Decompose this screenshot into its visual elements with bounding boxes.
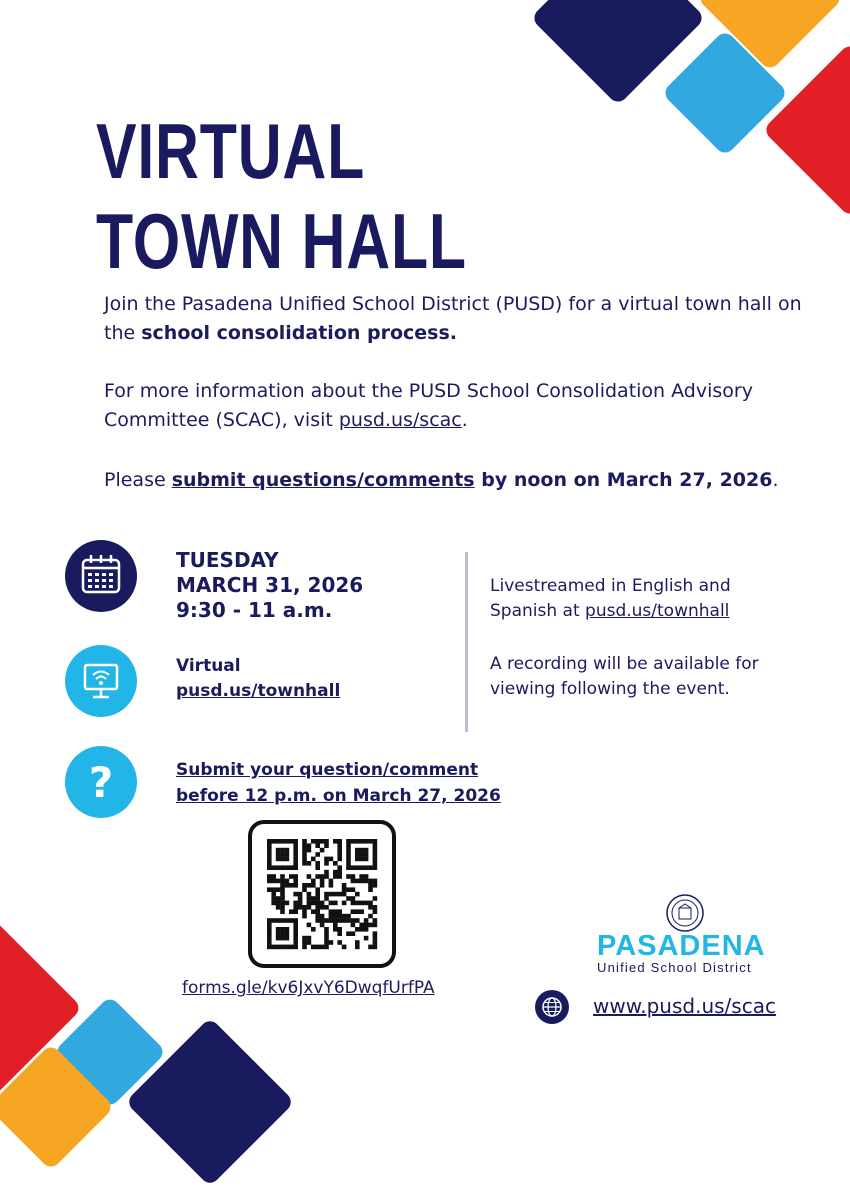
- recording-text: A recording will be available for viewing following the event.: [490, 654, 759, 699]
- tile-blue-bottom: [53, 995, 166, 1108]
- district-name: PASADENA: [597, 930, 766, 962]
- scac-link[interactable]: pusd.us/scac: [338, 409, 462, 431]
- recording-info: [490, 652, 800, 702]
- globe-icon: [535, 990, 569, 1024]
- intro-paragraph-3: [104, 466, 804, 495]
- intro-text-1: Join the Pasadena Unified School District (PUSD) for a virtual town hall on the: [104, 293, 802, 344]
- intro-end-2: .: [461, 409, 468, 431]
- tile-red-top: [762, 42, 850, 217]
- district-subname: Unified School District: [597, 960, 752, 975]
- district-seal: [665, 893, 705, 933]
- event-day: TUESDAY: [176, 548, 279, 572]
- tile-blue-top: [661, 29, 788, 156]
- intro-paragraph-2: [104, 377, 804, 435]
- intro-text-2: For more information about the PUSD School Consolidation Advisory Committee (SCAC), visit: [104, 380, 753, 431]
- livestream-info: [490, 574, 790, 624]
- livestream-link[interactable]: pusd.us/townhall: [585, 601, 730, 621]
- wifi-monitor-icon: [65, 645, 137, 717]
- website-link[interactable]: www.pusd.us/scac: [593, 994, 776, 1018]
- intro-text-3: Please: [104, 469, 172, 491]
- townhall-link[interactable]: pusd.us/townhall: [176, 681, 341, 701]
- livestream-text: Livestreamed in English and Spanish at: [490, 576, 731, 621]
- question-icon: [65, 746, 137, 818]
- tile-navy-top: [530, 0, 705, 106]
- page-title: [96, 106, 467, 286]
- intro-paragraph-1: [104, 290, 804, 348]
- event-date: MARCH 31, 2026: [176, 573, 364, 597]
- location-label: Virtual: [176, 656, 241, 676]
- title-line-1: VIRTUAL: [96, 107, 366, 195]
- tile-navy-bottom: [125, 1017, 295, 1187]
- intro-bold-3: by noon on March 27, 2026: [474, 469, 773, 491]
- qr-code[interactable]: [248, 820, 396, 968]
- qr-code-graphic: [252, 824, 392, 964]
- event-location: [176, 654, 340, 704]
- calendar-icon: [65, 540, 137, 612]
- tile-red-bottom: [0, 917, 83, 1098]
- submit-questions-link[interactable]: submit questions/comments: [171, 469, 475, 491]
- submit-question-link[interactable]: [176, 757, 501, 809]
- column-divider: [465, 552, 468, 732]
- intro-bold-1: school consolidation process.: [141, 322, 458, 344]
- submit-line-2: before 12 p.m. on March 27, 2026: [176, 786, 501, 806]
- tile-orange-top: [696, 0, 843, 72]
- title-line-2: TOWN HALL: [96, 197, 467, 285]
- svg-text:?: ?: [88, 758, 114, 807]
- event-datetime: [176, 548, 363, 623]
- event-time: 9:30 - 11 a.m.: [176, 598, 333, 622]
- intro-end-3: .: [772, 469, 779, 491]
- form-link[interactable]: forms.gle/kv6JxvY6DwqfUrfPA: [182, 978, 435, 998]
- submit-line-1: Submit your question/comment: [176, 760, 479, 780]
- tile-orange-bottom: [0, 1043, 115, 1170]
